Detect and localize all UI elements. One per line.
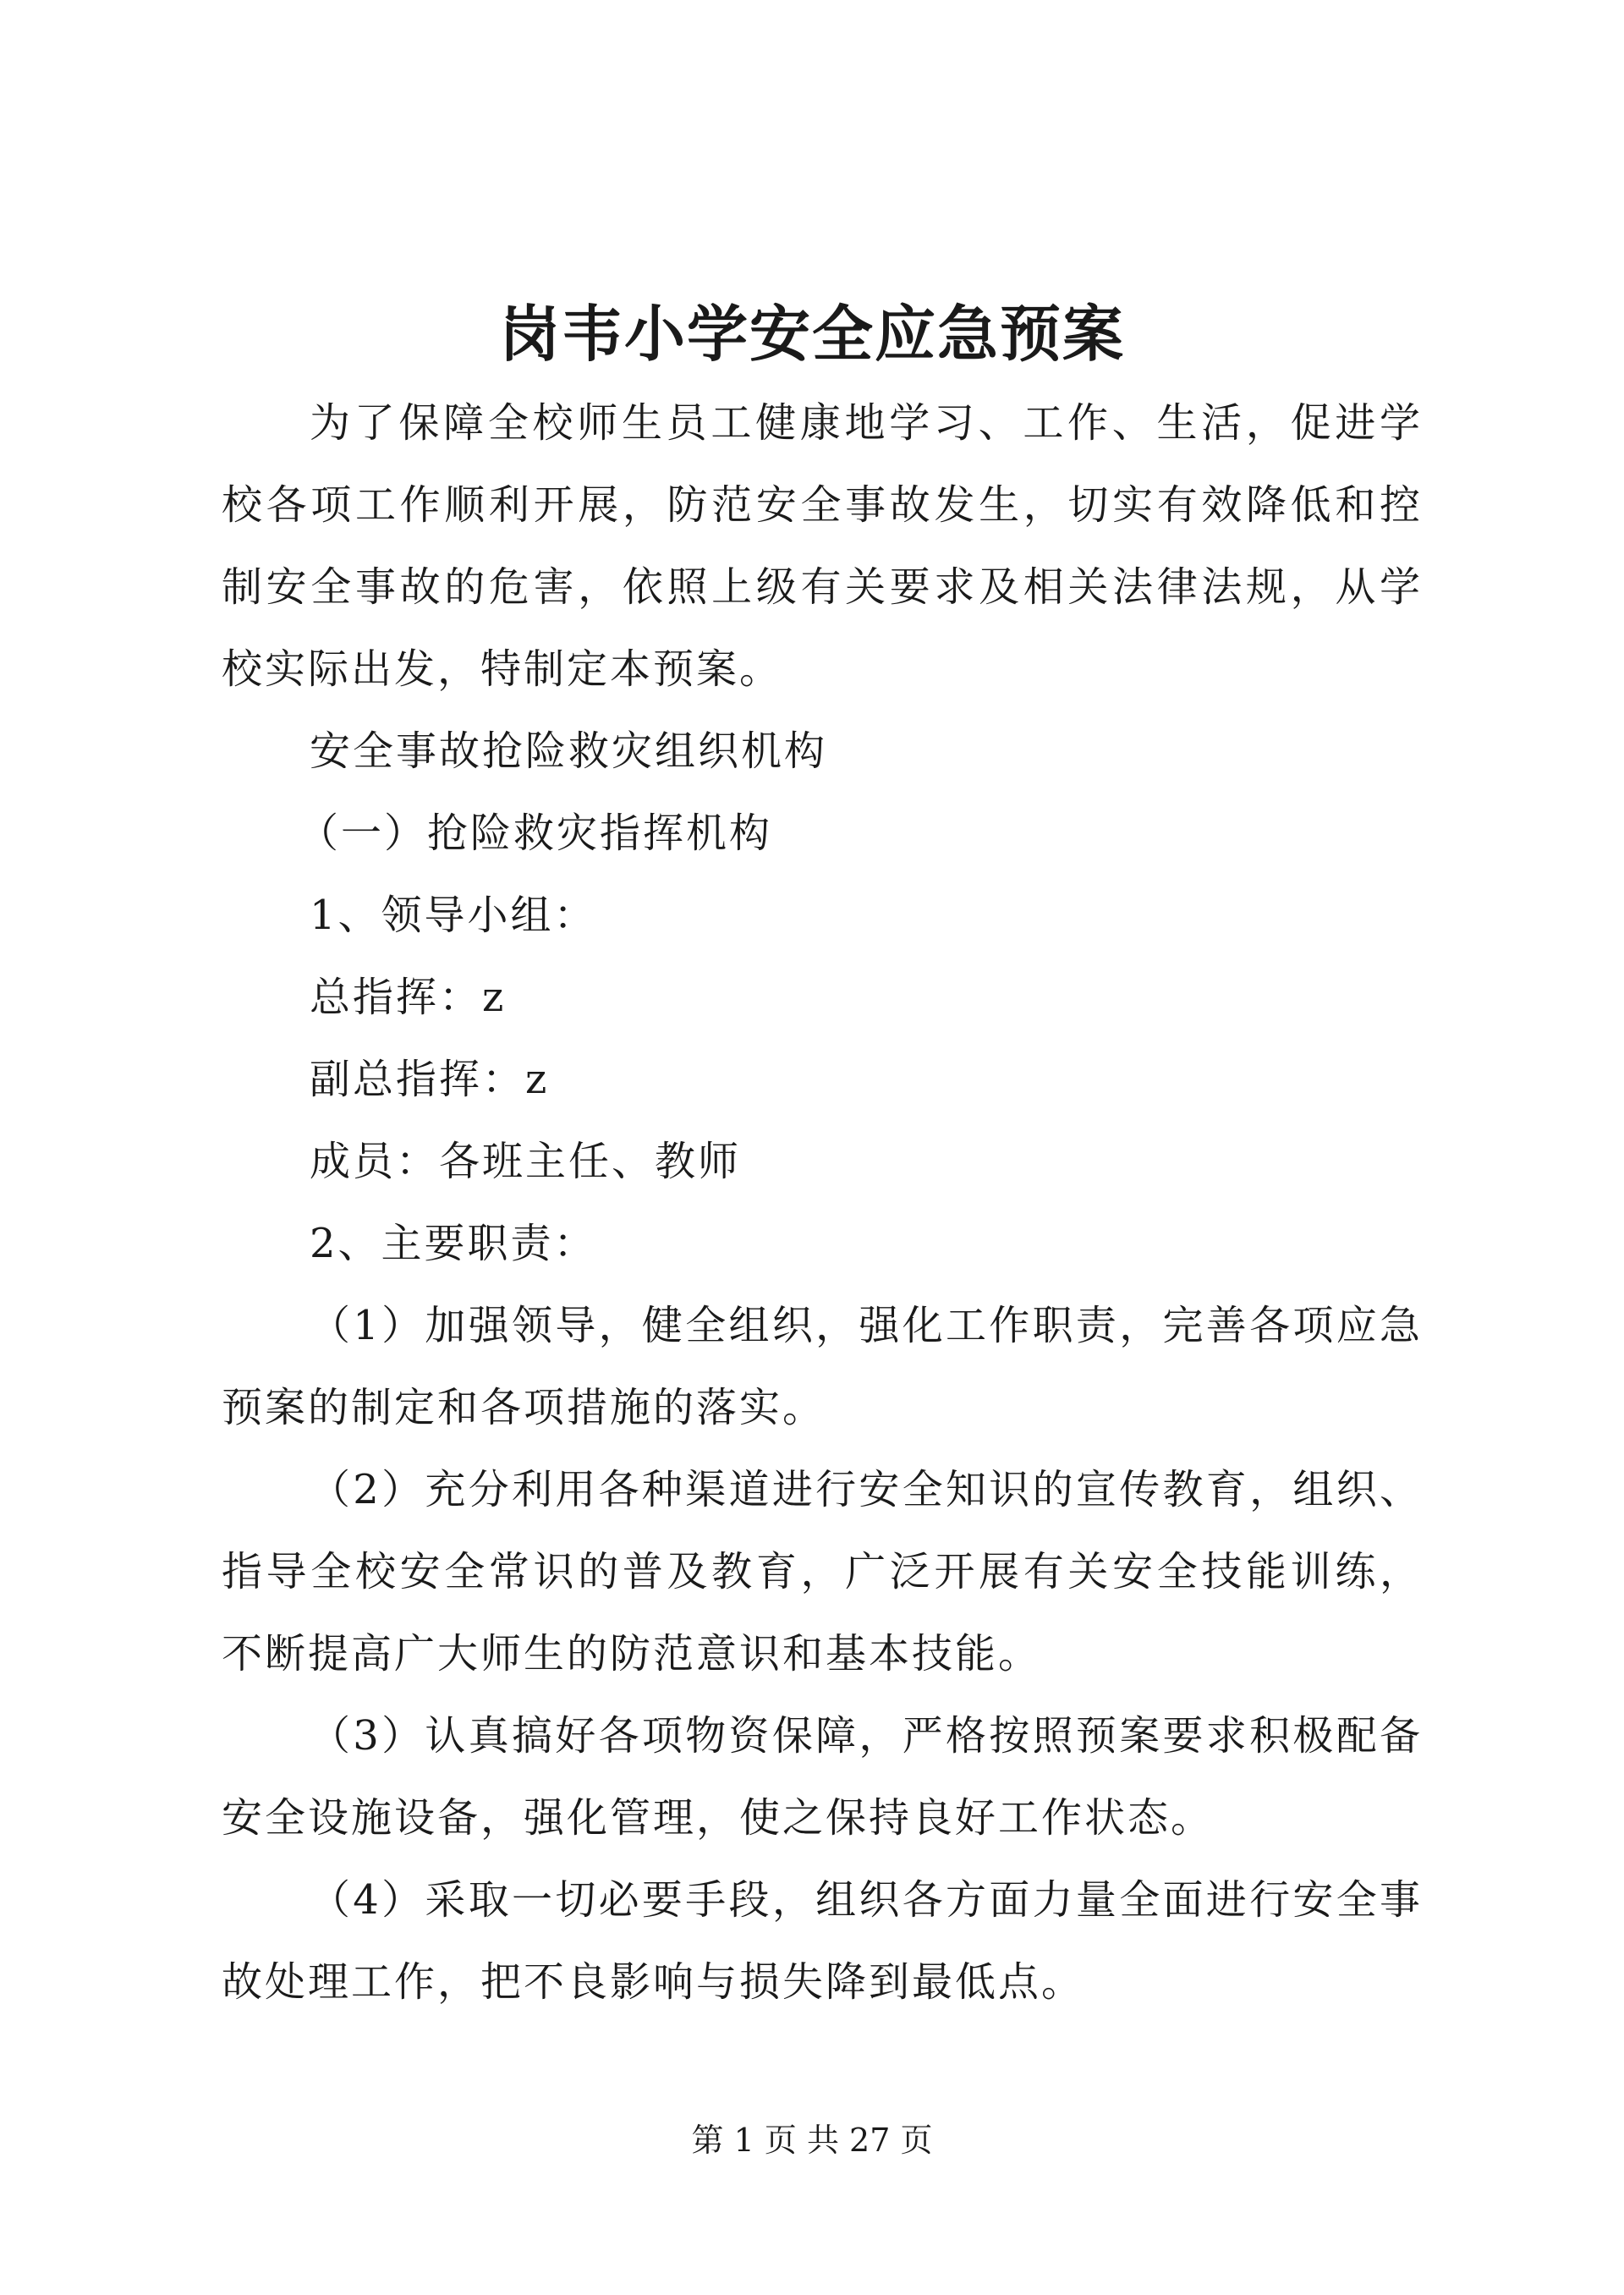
- document-title: 岗韦小学安全应急预案: [498, 299, 1125, 370]
- list-item: 副总指挥：z: [310, 1056, 550, 1103]
- list-item: 1、领导小组：: [310, 892, 597, 939]
- list-item: 成员：各班主任、教师: [310, 1138, 742, 1185]
- list-item: 2、主要职责：: [310, 1220, 597, 1267]
- section-heading: 安全事故抢险救灾组织机构: [310, 727, 828, 775]
- list-item: 总指挥：z: [310, 974, 507, 1021]
- duty-paragraph: （4）采取一切必要手段，组织各方面力量全面进行安全事故处理工作，把不良影响与损失降到最低点。: [222, 1876, 1423, 2006]
- duty-paragraph: （2）充分利用各种渠道进行安全知识的宣传教育，组织、指导全校安全常识的普及教育，广泛开展有关安全技能训练，不断提高广大师生的防范意识和基本技能。: [222, 1466, 1423, 1677]
- document-body: [222, 382, 1423, 2023]
- duty-paragraph: （1）加强领导，健全组织，强化工作职责，完善各项应急预案的制定和各项措施的落实。: [222, 1302, 1423, 1431]
- duty-paragraph: （3）认真搞好各项物资保障，严格按照预案要求积极配备安全设施设备，强化管理，使之保持良好工作状态。: [222, 1712, 1423, 1842]
- page-footer: 第 1 页 共 27 页: [691, 2122, 933, 2159]
- subsection-heading: （一）抢险救灾指挥机构: [298, 810, 773, 857]
- intro-paragraph: 为了保障全校师生员工健康地学习、工作、生活，促进学校各项工作顺利开展，防范安全事故发生，切实有效降低和控制安全事故的危害，依照上级有关要求及相关法律法规，从学校实际出发，特制定本预案。: [222, 399, 1423, 693]
